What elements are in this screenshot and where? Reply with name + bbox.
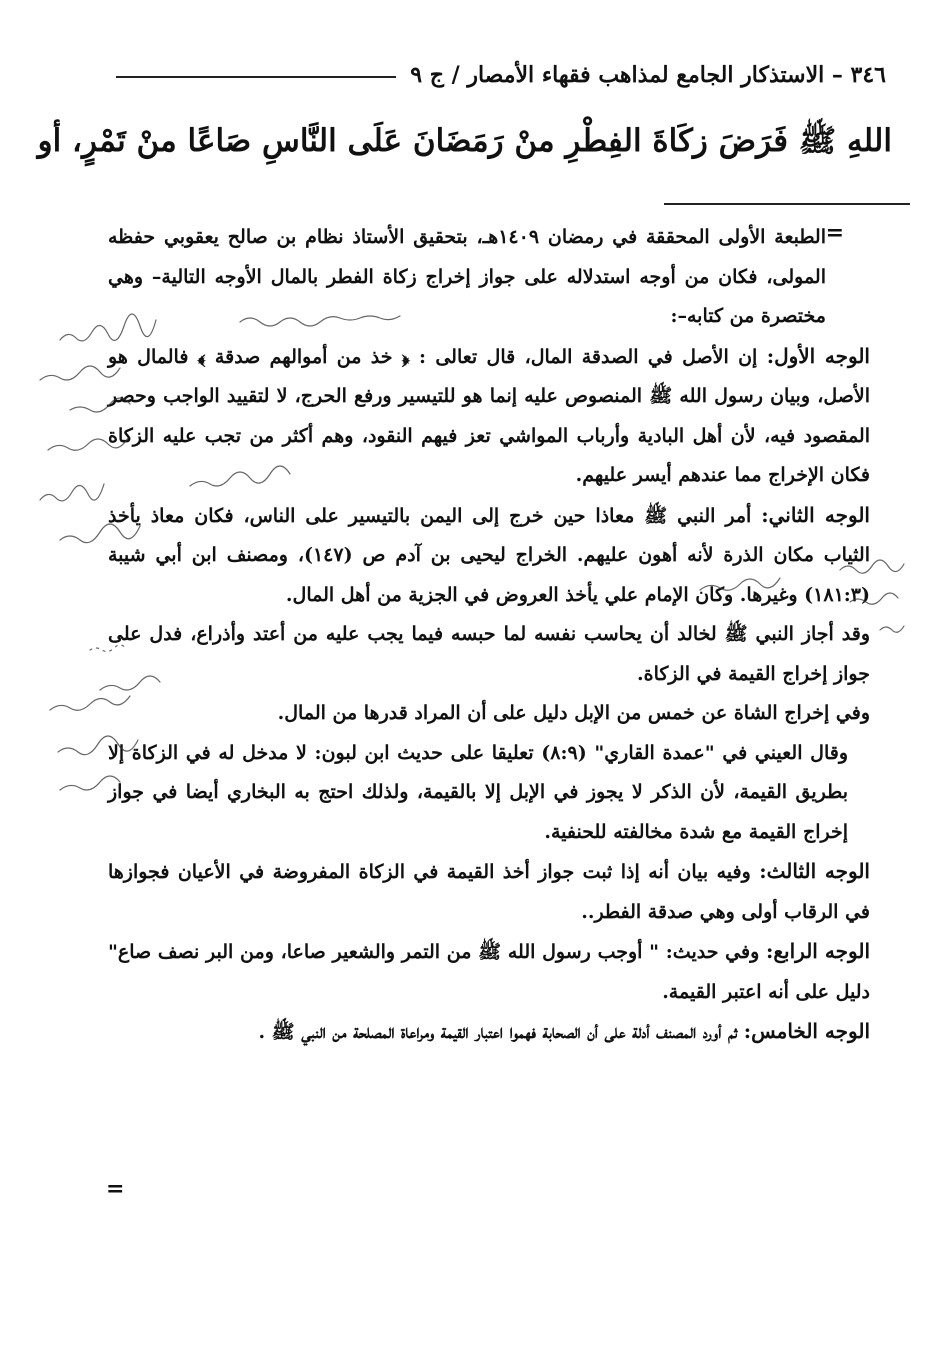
wajh-2-label: الوجه الثاني: — [761, 502, 870, 527]
wajh-5-label: الوجه الخامس: — [743, 1019, 870, 1043]
wajh-3 — [108, 852, 870, 932]
para-shah: وفي إخراج الشاة عن خمس من الإبل دليل على أن المراد قدرها من المال. — [277, 702, 870, 724]
wajh-4-label: الوجه الرابع: — [766, 939, 870, 963]
end-continuation-marker: = — [106, 1176, 125, 1202]
hadith-text: اللهِ ﷺ فَرَضَ زكَاةَ الفِطْرِ منْ رَمَضَانَ عَلَى النَّاسِ صَاعًا منْ تَمْرٍ، أو — [37, 123, 892, 159]
wajh-3-text: وفيه بيان أنه إذا ثبت جواز أخذ القيمة في الزكاة المفروضة في الأعيان فجوازها في الرقاب أولى وهي صدقة الفطر.. — [108, 861, 870, 923]
header-rule — [116, 76, 396, 78]
wajh-2 — [108, 496, 870, 616]
wajh-5 — [108, 1012, 870, 1053]
wajh-4-text: وفي حديث: " أوجب رسول الله ﷺ من التمر والشعير صاعا، ومن البر نصف صاع" دليل على أنه اعتبر القيمة. — [108, 941, 870, 1003]
wajh-4 — [108, 932, 870, 1012]
running-head: ٣٤٦ – الاستذكار الجامع لمذاهب فقهاء الأمصار / ج ٩ — [410, 62, 886, 88]
wajh-1 — [108, 337, 870, 496]
wajh-5-text: ثم أورد المصنف أدلة على أن الصحابة فهموا اعتبار القيمة ومراعاة المصلحة من النبي ﷺ . — [258, 1021, 744, 1043]
wajh-1-text: إن الأصل في الصدقة المال، قال تعالى : ﴿ خذ من أموالهم صدقة ﴾ فالمال هو الأصل، وبيان رسول الله ﷺ المنصوص عليه إنما هو للتيسير ورفع الحرج، لا لتقييد الواجب وحصر المقصود فيه، لأن أهل البادية وأرباب المواشي تعز فيهم النقود، وهم أكثر من تجب عليه الزكاة فكان الإخراج مما عندهم أيسر عليهم. — [108, 345, 870, 486]
para-ayni: وقال العيني في "عمدة القاري" (٨:٩) تعليقا على حديث ابن لبون: لا مدخل له في الزكاة إلا بطريق القيمة، لأن الذكر لا يجوز في الإبل إلا بالقيمة، ولذلك احتج به البخاري أيضا في جواز إخراج القيمة مع شدة مخالفته للحنفية. — [108, 741, 848, 843]
continuation-marker: = — [825, 220, 844, 246]
scribble-12 — [880, 626, 904, 632]
scribble-7 — [40, 484, 104, 501]
para-khalid: وقد أجاز النبي ﷺ لخالد أن يحاسب نفسه لما حبسه فيما يجب عليه من أعتد وأذراع، فدل على جواز إخراج القيمة في الزكاة. — [108, 623, 870, 685]
footnote-intro: الطبعة الأولى المحققة في رمضان ١٤٠٩هـ، بتحقيق الأستاذ نظام بن صالح يعقوبي حفظه المولى، فكان من أوجه استدلاله على جواز إخراج زكاة الفطر بالمال الأوجه التالية– وهي مختصرة من كتابه–: — [108, 226, 826, 327]
footnote-body — [108, 218, 870, 1053]
wajh-3-label: الوجه الثالث: — [759, 859, 870, 883]
footnote-separator — [664, 203, 910, 205]
wajh-2-text: أمر النبي ﷺ معاذا حين خرج إلى اليمن بالتيسير على الناس، فكان معاذ يأخذ الثياب مكان الذرة لأنه أهون عليهم. الخراج ليحيى بن آدم ص (١٤٧)، ومصنف ابن أبي شيبة (١٨١:٣) وغيرها. وكان الإمام علي يأخذ العروض في الجزية من أهل المال. — [108, 504, 870, 606]
wajh-1-label: الوجه الأول: — [766, 343, 870, 368]
